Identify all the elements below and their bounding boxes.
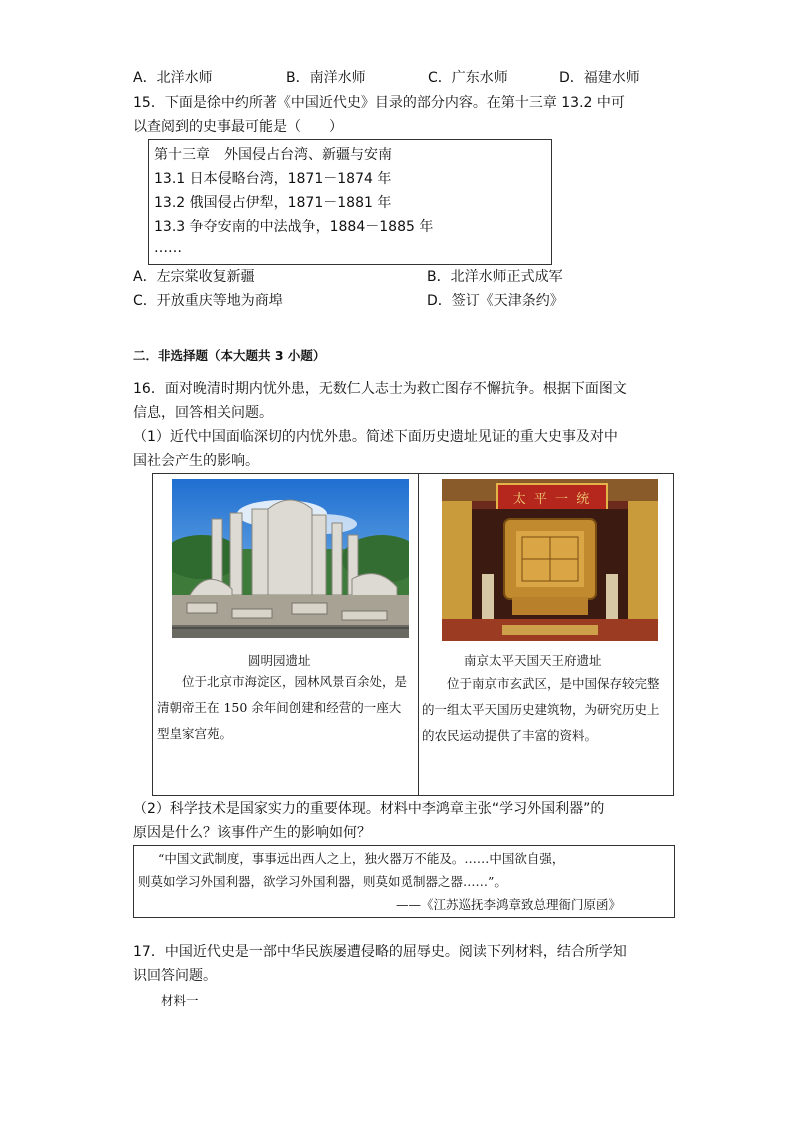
toc-item-13-1: 13.1 日本侵略台湾，1871－1874 年 [154, 171, 392, 187]
q15-stem-line2: 以查阅到的史事最可能是（ ） [133, 119, 343, 135]
yuanmingyuan-photo [172, 479, 409, 638]
q15-stem-line1: 15．下面是徐中约所著《中国近代史》目录的部分内容。在第十三章 13.2 中可 [133, 95, 625, 111]
section-heading: 二．非选择题（本大题共 3 小题） [133, 348, 326, 363]
q17-stem-line2: 识回答问题。 [133, 968, 217, 984]
tianwangfu-photo [442, 479, 658, 641]
toc-ellipsis: …… [154, 240, 182, 256]
q16-stem-line2: 信息，回答相关问题。 [133, 405, 273, 421]
toc-item-13-3: 13.3 争夺安南的中法战争，1884－1885 年 [154, 219, 434, 235]
q16-sub1-line2: 国社会产生的影响。 [133, 453, 259, 469]
q15-option-c: C．开放重庆等地为商埠 [133, 293, 283, 309]
yuanmingyuan-caption: 圆明园遗址 [248, 653, 311, 668]
sites-image-table [152, 473, 674, 796]
quote-line1: “中国文武制度，事事远出西人之上，独火器万不能及。……中国欲自强， [158, 851, 565, 866]
tianwangfu-description: 位于南京市玄武区，是中国保存较完整的一组太平天国历史建筑物，为研究历史上的农民运动提供了丰富的资料。 [422, 676, 660, 743]
quote-line2: 则莫如学习外国利器，欲学习外国利器，则莫如觅制器之器……”。 [138, 874, 507, 889]
q16-sub2-line1: （2）科学技术是国家实力的重要体现。材料中李鸿章主张“学习外国利器”的 [133, 801, 605, 817]
q14-option-b: B．南洋水师 [286, 70, 366, 86]
quote-source: ——《江苏巡抚李鸿章致总理衙门原函》 [396, 897, 622, 912]
material-one-label: 材料一 [161, 993, 199, 1008]
table-divider [418, 474, 419, 795]
q17-stem-line1: 17．中国近代史是一部中华民族屡遭侵略的屈辱史。阅读下列材料，结合所学知 [133, 944, 627, 960]
q16-stem-line1: 16．面对晚清时期内忧外患，无数仁人志士为救亡图存不懈抗争。根据下面图文 [133, 381, 627, 397]
toc-chapter-title: 第十三章 外国侵占台湾、新疆与安南 [154, 147, 392, 163]
q16-sub2-line2: 原因是什么？该事件产生的影响如何？ [133, 825, 371, 841]
q15-table-of-contents [148, 139, 552, 265]
q15-option-d: D．签订《天津条约》 [427, 293, 564, 309]
q14-option-c: C．广东水师 [428, 70, 508, 86]
q15-option-b: B．北洋水师正式成军 [427, 269, 563, 285]
q14-option-d: D．福建水师 [559, 70, 640, 86]
palace-plaque-text: 太 平 一 统 [512, 492, 592, 507]
li-hongzhang-quote-box [133, 845, 675, 918]
q16-sub1-line1: （1）近代中国面临深切的内忧外患。简述下面历史遗址见证的重大史事及对中 [133, 429, 618, 445]
toc-item-13-2: 13.2 俄国侵占伊犁，1871－1881 年 [154, 195, 392, 211]
yuanmingyuan-description: 位于北京市海淀区，园林风景百余处，是清朝帝王在 150 余年间创建和经营的一座大型皇家宫苑。 [157, 674, 408, 741]
tianwangfu-caption: 南京太平天国天王府遗址 [464, 653, 602, 668]
q14-option-a: A．北洋水师 [133, 70, 213, 86]
q15-option-a: A．左宗棠收复新疆 [133, 269, 255, 285]
